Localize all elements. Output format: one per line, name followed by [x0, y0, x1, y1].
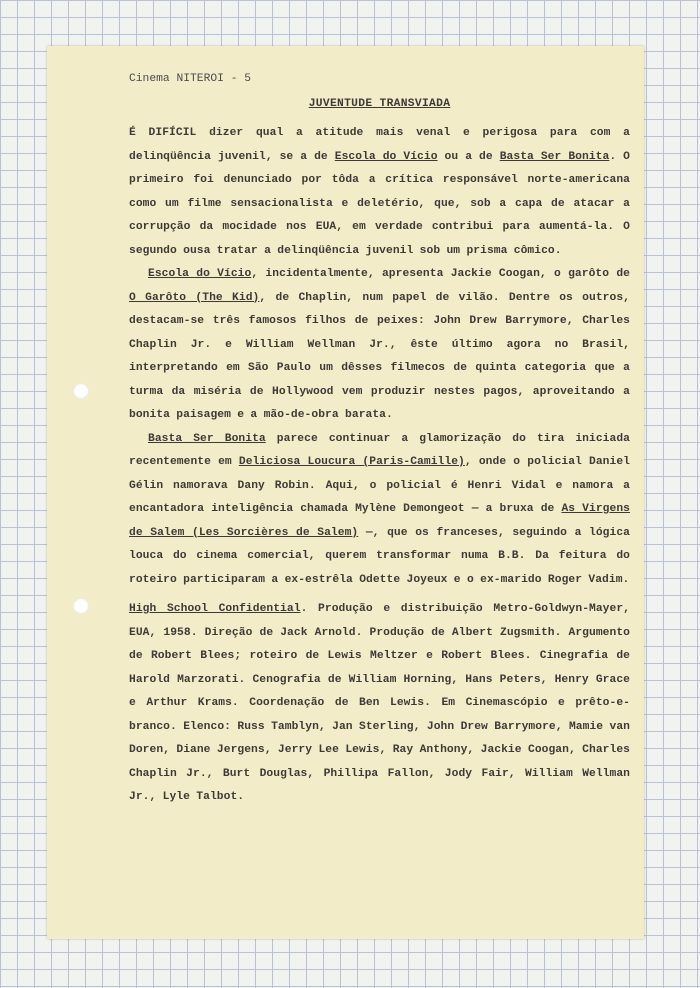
credits-paragraph: High School Confidential. Produção e distribuição Metro-Goldwyn-Mayer, EUA, 1958. Direção de Jack Arnold. Produção de Albert Zugsmith. Argumento de Robert Blees; roteiro de Lewis Meltzer e Robert Blees. Cinegrafia de Harold Marzorati. Cenografia de William Horning, Hans Peters, Henry Grace e Arthur Krams. Coordenação de Ben Lewis. Em Cinemascópio e prêto-e-branco. Elenco: Russ Tamblyn, Jan Sterling, John Drew Barrymore, Mamie van Doren, Diane Jergens, Jerry Lee Lewis, Ray Anthony, Jackie Coogan, Charles Chaplin Jr., Burt Douglas, Phillipa Fallon, Jody Fair, William Wellman Jr., Lyle Talbot.: [129, 603, 630, 803]
paragraph-2: Escola do Vício, incidentalmente, apresenta Jackie Coogan, o garôto de O Garôto (The Kid), de Chaplin, num papel de vilão. Dentre os outros, destacam-se três famosos filhos de peixes: John Drew Barrymore, Charles Chaplin Jr. e William Wellman Jr., êste último agora no Brasil, interpretando em São Paulo um dêsses filmecos de quinta categoria que a turma da miséria de Hollywood vem produzir nestes pagos, aproveitando a bonita paisagem e a mão-de-obra barata.: [129, 268, 630, 421]
film-title: Escola do Vício: [334, 150, 438, 163]
punch-hole-icon: [73, 383, 89, 399]
film-title: Deliciosa Loucura (Paris-Camille): [238, 456, 465, 468]
page-title: JUVENTUDE TRANSVIADA: [308, 98, 451, 110]
page-header: Cinema NITEROI - 5: [129, 73, 252, 85]
film-title: Basta Ser Bonita: [499, 150, 610, 163]
film-title: Escola do Vício: [148, 268, 252, 280]
film-title: As Virgens de Salem (Les Sorcières de Salem): [129, 503, 630, 539]
typewritten-page: [47, 46, 644, 939]
film-title: Basta Ser Bonita: [148, 432, 266, 445]
punch-hole-icon: [73, 598, 89, 614]
film-title: High School Confidential: [129, 603, 301, 615]
paragraph-1: É DIFÍCIL dizer qual a atitude mais venal e perigosa para com a delinqüência juvenil, se a de Escola do Vício ou a de Basta Ser Bonita. O primeiro foi denunciado por tôda a crítica responsável norte-americana como um filme sensacionalista e deletério, que, sob a capa de atacar a corrupção da mocidade nos EUA, em verdade contribui para aumentá-la. O segundo ousa tratar a delinqüência juvenil sob um prisma cômico.: [129, 127, 630, 257]
paragraph-3: Basta Ser Bonita parece continuar a glamorização do tira iniciada recentemente em Deliciosa Loucura (Paris-Camille), onde o policial Daniel Gélin namorava Dany Robin. Aqui, o policial é Henri Vidal e namora a encantadora inteligência chamada Mylène Demongeot — a bruxa de As Virgens de Salem (Les Sorcières de Salem) —, que os franceses, seguindo a lógica louca do cinema comercial, querem transformar numa B.B. Da feitura do roteiro participaram a ex-estrêla Odette Joyeux e o ex-marido Roger Vadim.: [129, 432, 630, 586]
film-title: O Garôto (The Kid): [129, 291, 260, 304]
